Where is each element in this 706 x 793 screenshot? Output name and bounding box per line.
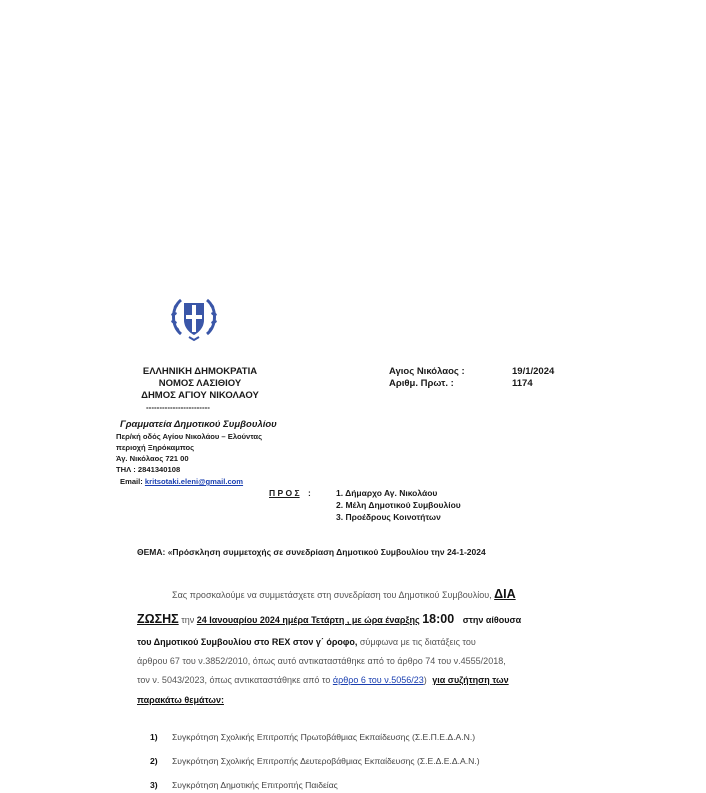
subject-line: ΘΕΜΑ: «Πρόσκληση συμμετοχής σε συνεδρίαση Δημοτικού Συμβουλίου την 24-1-2024 <box>137 547 486 557</box>
body-text: ) <box>423 675 427 685</box>
meeting-date: 24 Ιανουαρίου 2024 ημέρα Τετάρτη , με ώρα έναρξης <box>196 615 420 625</box>
recipients-colon: : <box>308 488 311 498</box>
office-name: Γραμματεία Δημοτικού Συμβουλίου <box>120 419 277 430</box>
topic-number: 1) <box>150 732 158 742</box>
body-line-4: άρθρου 67 του ν.3852/2010, όπως αυτό αντικαταστάθηκε από το άρθρο 74 του ν.4555/2018, <box>137 656 506 666</box>
topic-number: 2) <box>150 756 158 766</box>
greek-coat-of-arms-icon <box>167 294 221 344</box>
recipients-label: Π Ρ Ο Σ <box>269 488 300 498</box>
list-item <box>150 780 338 790</box>
body-text: τον ν. 5043/2023, όπως αντικαταστάθηκε από το <box>137 675 331 685</box>
body-text: Σας προσκαλούμε να συμμετάσχετε στη συνεδρίαση του Δημοτικού Συμβουλίου, <box>172 590 492 600</box>
header-municipality: ΔΗΜΟΣ ΑΓΙΟΥ ΝΙΚΟΛΑΟΥ <box>141 390 259 401</box>
body-line-6: παρακάτω θεμάτων: <box>137 695 224 705</box>
body-line-3 <box>137 637 476 647</box>
topic-text: Συγκρότηση Σχολικής Επιτροπής Δευτεροβάθμιας Εκπαίδευσης (Σ.Ε.Δ.Ε.Δ.Α.Ν.) <box>172 756 480 766</box>
document-date: 19/1/2024 <box>512 366 555 377</box>
topic-text: Συγκρότηση Σχολικής Επιτροπής Πρωτοβάθμιας Εκπαίδευσης (Σ.Ε.Π.Ε.Δ.Α.Ν.) <box>172 732 476 742</box>
law-article-link[interactable]: άρθρο 6 του ν.5056/23 <box>332 675 424 685</box>
protocol-label: Αριθμ. Πρωτ. : <box>389 378 454 389</box>
postal-address: Άγ. Νικόλαος 721 00 <box>116 454 189 463</box>
recipient-item: 3. Προέδρους Κοινοτήτων <box>336 512 441 522</box>
recipient-item: 1. Δήμαρχο Αγ. Νικολάου <box>336 488 438 498</box>
body-line-1 <box>172 587 516 601</box>
list-item <box>150 756 480 766</box>
body-emphasis: ΔΙΑ <box>494 587 516 601</box>
body-text: για συζήτηση των <box>432 675 509 685</box>
protocol-number: 1174 <box>512 378 533 389</box>
header-prefecture: ΝΟΜΟΣ ΛΑΣΙΘΙΟΥ <box>158 378 242 389</box>
meeting-location: του Δημοτικού Συμβουλίου στο REX στον γ΄ όροφο, <box>137 637 358 647</box>
body-text: στην αίθουσα <box>462 615 522 625</box>
body-text: την <box>181 615 195 625</box>
address-line-1: Περ/κή οδός Αγίου Νικολάου – Ελούντας <box>116 432 263 441</box>
header-separator: ------------------------ <box>146 403 210 412</box>
meeting-time: 18:00 <box>422 612 455 626</box>
topic-text: Συγκρότηση Δημοτικής Επιτροπής Παιδείας <box>172 780 338 790</box>
body-text: σύμφωνα με τις διατάξεις του <box>359 637 476 647</box>
topic-number: 3) <box>150 780 158 790</box>
email-label: Email: <box>120 477 143 486</box>
address-line-2: περιοχή Ξηρόκαμπος <box>116 443 195 452</box>
body-line-5 <box>137 675 509 685</box>
body-line-2 <box>137 612 521 626</box>
recipient-item: 2. Μέλη Δημοτικού Συμβουλίου <box>336 500 461 510</box>
place-label: Αγιος Νικόλαος : <box>389 366 465 377</box>
list-item <box>150 732 475 742</box>
email-link[interactable]: kritsotaki.eleni@gmail.com <box>144 477 244 486</box>
body-emphasis: ΖΩΣΗΣ <box>137 612 179 626</box>
header-country: ΕΛΛΗΝΙΚΗ ΔΗΜΟΚΡΑΤΙΑ <box>142 366 258 377</box>
email-row <box>120 477 243 487</box>
phone: ΤΗΛ : 2841340108 <box>116 465 181 474</box>
